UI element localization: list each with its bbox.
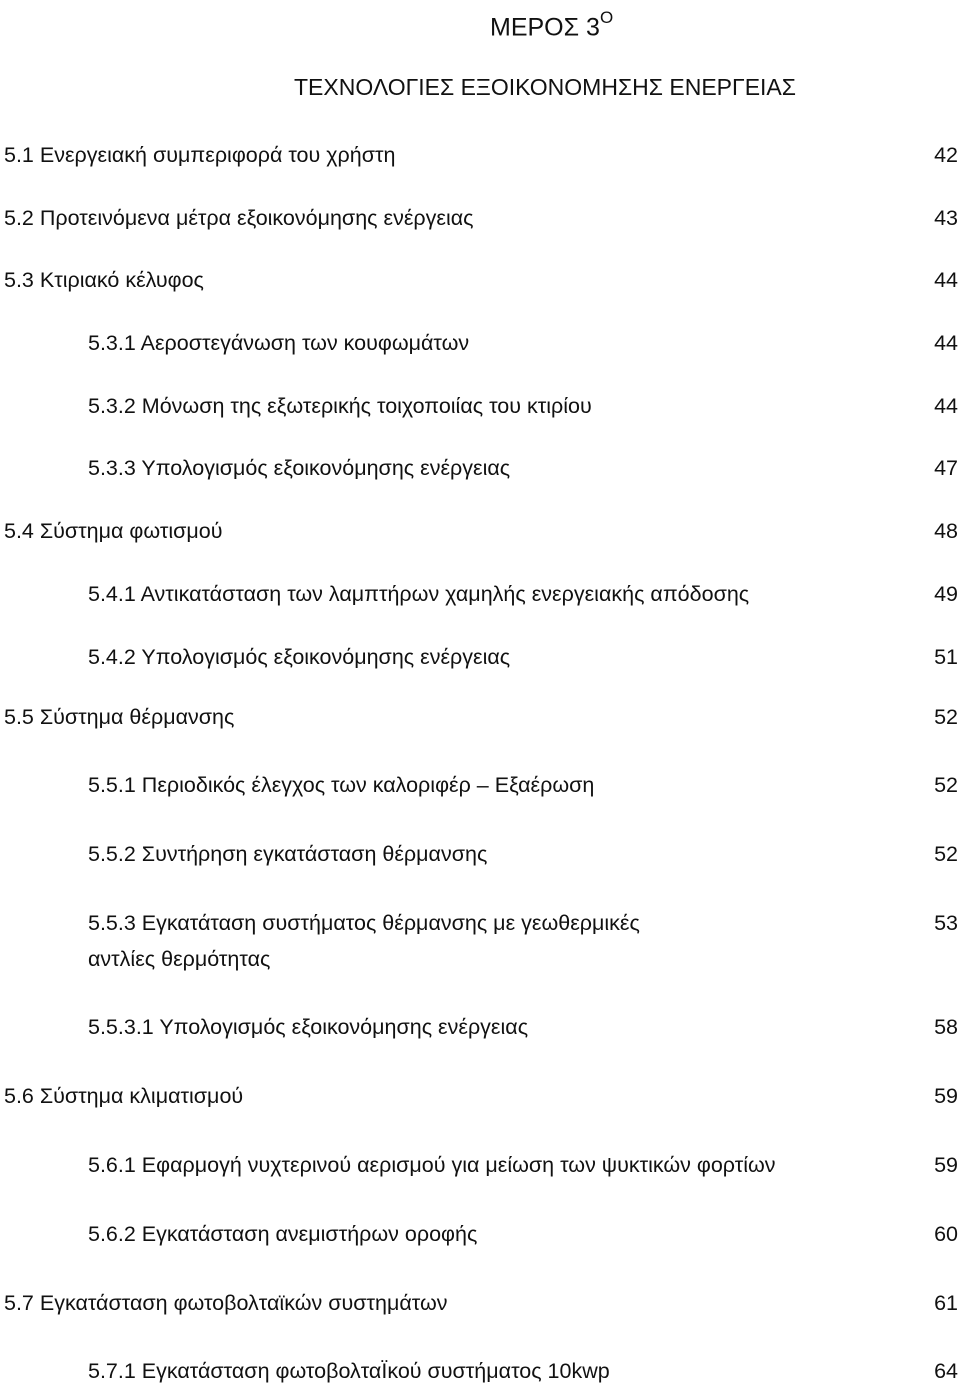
toc-entry-label: 5.4 Σύστημα φωτισμού: [4, 519, 223, 543]
toc-entry-label: 5.2 Προτεινόμενα μέτρα εξοικονόμησης ενέργειας: [4, 206, 474, 230]
toc-entry-label: 5.6.2 Εγκατάσταση ανεμιστήρων οροφής: [88, 1222, 478, 1246]
toc-entry-label: 5.4.1 Αντικατάσταση των λαμπτήρων χαμηλής ενεργειακής απόδοσης: [88, 582, 750, 606]
toc-entry-page: 58: [934, 1015, 958, 1039]
section-title: ΤΕΧΝΟΛΟΓΙΕΣ ΕΞΟΙΚΟΝΟΜΗΣΗΣ ΕΝΕΡΓΕΙΑΣ: [294, 74, 796, 100]
part-title: [490, 6, 613, 42]
toc-entry-label: 5.5.3.1 Υπολογισμός εξοικονόμησης ενέργειας: [88, 1015, 529, 1039]
toc-entry-page: 48: [934, 519, 958, 543]
toc-entry-label: 5.4.2 Υπολογισμός εξοικονόμησης ενέργειας: [88, 645, 511, 669]
toc-entry-label: 5.3.3 Υπολογισμός εξοικονόμησης ενέργειας: [88, 456, 511, 480]
toc-entry-page: 61: [934, 1291, 958, 1315]
toc-entry-label: 5.5.3 Εγκατάταση συστήματος θέρμανσης με γεωθερμικές: [88, 911, 640, 935]
toc-entry-page: 52: [934, 705, 958, 729]
toc-entry-page: 49: [934, 582, 958, 606]
toc-entry-page: 52: [934, 773, 958, 797]
toc-entry-page: 44: [934, 394, 958, 418]
toc-entry-page: 44: [934, 268, 958, 292]
part-title-superscript: Ο: [599, 8, 614, 27]
toc-entry-label: 5.5.2 Συντήρηση εγκατάσταση θέρμανσης: [88, 842, 488, 866]
toc-entry-page: 60: [934, 1222, 958, 1246]
toc-entry-label: 5.7 Εγκατάσταση φωτοβολταϊκών συστημάτων: [4, 1291, 448, 1315]
toc-entry-page: 51: [934, 645, 958, 669]
toc-entry-label: 5.3.1 Αεροστεγάνωση των κουφωμάτων: [88, 331, 470, 355]
toc-entry-label: 5.5 Σύστημα θέρμανσης: [4, 705, 235, 729]
toc-entry-label-continued: αντλίες θερμότητας: [88, 947, 271, 971]
toc-entry-page: 59: [934, 1153, 958, 1177]
toc-entry-page: 43: [934, 206, 958, 230]
toc-entry-page: 42: [934, 143, 958, 167]
toc-entry-page: 59: [934, 1084, 958, 1108]
toc-entry-page: 53: [934, 911, 958, 935]
toc-entry-label: 5.3 Κτιριακό κέλυφος: [4, 268, 204, 292]
toc-entry-page: 64: [934, 1359, 958, 1383]
toc-entry-label: 5.6 Σύστημα κλιματισμού: [4, 1084, 244, 1108]
toc-entry-label: 5.3.2 Μόνωση της εξωτερικής τοιχοποιίας του κτιρίου: [88, 394, 592, 418]
toc-entry-page: 52: [934, 842, 958, 866]
toc-entry-label: 5.5.1 Περιοδικός έλεγχος των καλοριφέρ – Εξαέρωση: [88, 773, 595, 797]
toc-entry-page: 44: [934, 331, 958, 355]
toc-entry-page: 47: [934, 456, 958, 480]
toc-entry-label: 5.1 Ενεργειακή συμπεριφορά του χρήστη: [4, 143, 396, 167]
toc-entry-label: 5.7.1 Εγκατάσταση φωτοβολταΪκού συστήματος 10kwp: [88, 1359, 610, 1383]
part-title-text: ΜΕΡΟΣ 3: [490, 13, 600, 42]
toc-entry-label: 5.6.1 Εφαρμογή νυχτερινού αερισμού για μείωση των ψυκτικών φορτίων: [88, 1153, 776, 1177]
